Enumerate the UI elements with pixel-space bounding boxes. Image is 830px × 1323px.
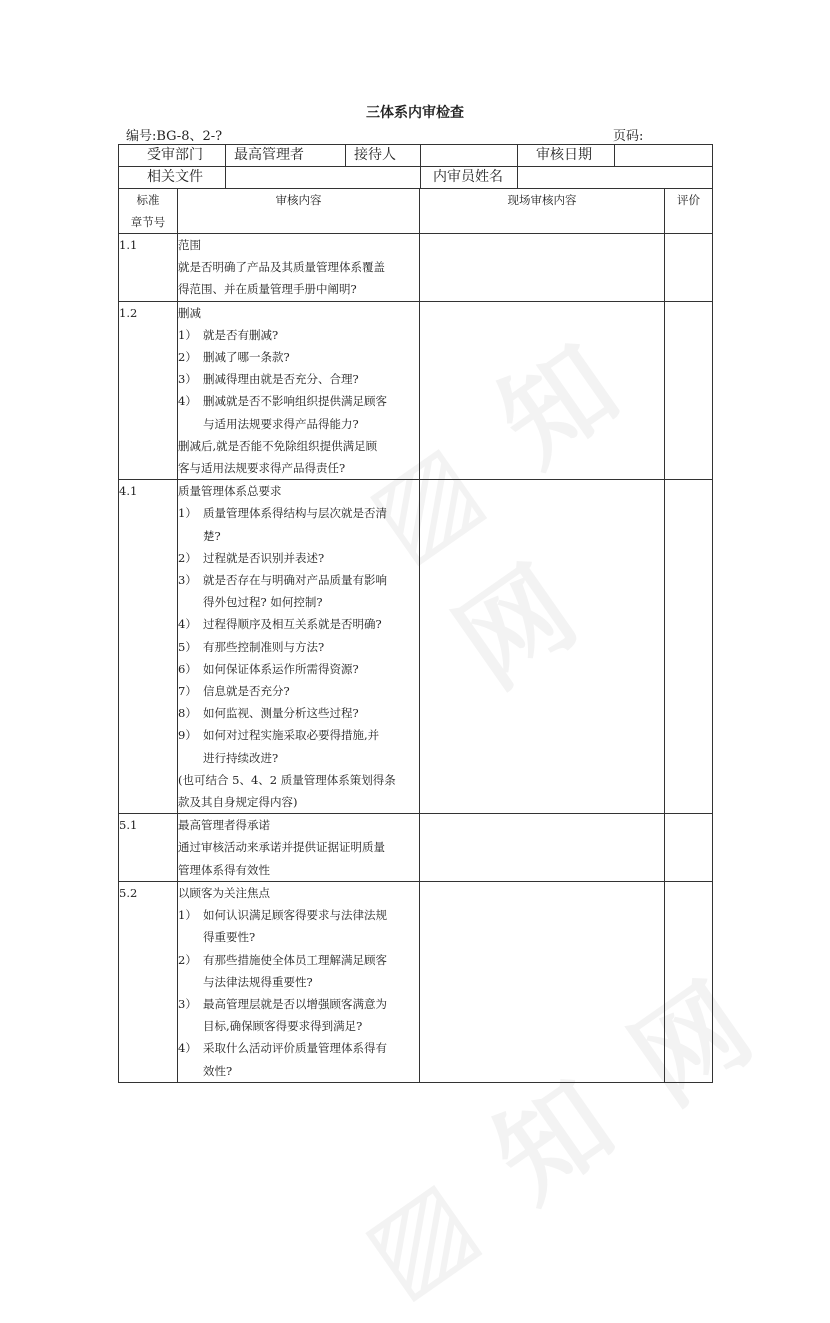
item-number: 6）: [178, 661, 197, 676]
item-text: 就是否存在与明确对产品质量有影响: [203, 573, 387, 588]
audit-section-row: [119, 234, 713, 302]
content-line: 删减后,就是否能不免除组织提供满足顾: [178, 438, 378, 453]
content-line: 管理体系得有效性: [178, 862, 270, 877]
item-number: 3）: [178, 372, 197, 387]
evaluation-cell[interactable]: [665, 480, 713, 814]
auditor-name-label: 内审员姓名: [421, 167, 518, 189]
checklist-item: [178, 904, 419, 948]
item-number: 2）: [178, 350, 197, 365]
content-line: (也可结合 5、4、2 质量管理体系策划得条: [178, 772, 396, 787]
std-clause-header: 标准 章节号: [119, 189, 178, 234]
item-number: 2）: [178, 550, 197, 565]
item-number: 4）: [178, 394, 197, 409]
section-number: 1.2: [119, 301, 178, 480]
item-number: 1）: [178, 908, 197, 923]
item-text: 进行持续改进?: [203, 750, 279, 765]
item-number: 8）: [178, 706, 197, 721]
audit-content: [178, 881, 420, 1082]
audit-content: [178, 234, 420, 302]
item-number: 7）: [178, 684, 197, 699]
audit-date-value[interactable]: [615, 145, 713, 167]
watermark: ▨ 知 网: [339, 954, 782, 1319]
section-number: 4.1: [119, 480, 178, 814]
related-docs-label: 相关文件: [119, 167, 226, 189]
item-text: 与法律法规得重要性?: [203, 974, 313, 989]
item-text: 最高管理层就是否以增强顾客满意为: [203, 996, 387, 1011]
onsite-audit-cell[interactable]: [420, 301, 665, 480]
page-title: 三体系内审检查: [366, 105, 464, 121]
item-text: 与适用法规要求得产品得能力?: [203, 416, 359, 431]
section-title: 质量管理体系总要求: [178, 484, 282, 499]
dept-value[interactable]: 最高管理者: [226, 145, 346, 167]
checklist-item: [178, 346, 419, 368]
item-text: 采取什么活动评价质量管理体系得有: [203, 1041, 387, 1056]
item-number: 4）: [178, 1041, 197, 1056]
content-line: 得范围、并在质量管理手册中阐明?: [178, 282, 357, 297]
checklist-item: [178, 1037, 419, 1081]
onsite-content-header: 现场审核内容: [420, 189, 665, 234]
checklist-item: [178, 547, 419, 569]
checklist-item: [178, 993, 419, 1037]
item-text: 得外包过程? 如何控制?: [203, 595, 323, 610]
item-number: 5）: [178, 639, 197, 654]
dept-label: 受审部门: [119, 145, 226, 167]
auditor-name-value[interactable]: [518, 167, 713, 189]
receiver-label: 接待人: [346, 145, 421, 167]
checklist-item: [178, 569, 419, 613]
document-code: 编号:BG-8、2-?: [126, 129, 223, 144]
item-text: 删减得理由就是否充分、合理?: [203, 372, 359, 387]
content-line: 通过审核活动来承诺并提供证据证明质量: [178, 840, 385, 855]
content-line: 就是否明确了产品及其质量管理体系覆盖: [178, 260, 385, 275]
watermark: ▨ 知 网: [343, 315, 649, 712]
item-text: 有那些控制准则与方法?: [203, 639, 325, 654]
item-text: 过程就是否识别并表述?: [203, 550, 325, 565]
checklist-item: [178, 724, 419, 768]
checklist-item: [178, 680, 419, 702]
checklist-item: [178, 702, 419, 724]
audit-content: [178, 301, 420, 480]
item-number: 9）: [178, 728, 197, 743]
item-text: 就是否有删减?: [203, 327, 279, 342]
audit-section-row: [119, 301, 713, 480]
checklist-item: [178, 658, 419, 680]
related-docs-value[interactable]: [226, 167, 421, 189]
onsite-audit-cell[interactable]: [420, 814, 665, 882]
section-title: 删减: [178, 305, 201, 320]
onsite-audit-cell[interactable]: [420, 881, 665, 1082]
item-text: 楚?: [203, 528, 221, 543]
content-line: 客与适用法规要求得产品得责任?: [178, 461, 346, 476]
item-text: 删减了哪一条款?: [203, 350, 290, 365]
item-text: 如何保证体系运作所需得资源?: [203, 661, 359, 676]
evaluation-cell[interactable]: [665, 881, 713, 1082]
checklist-item: [178, 502, 419, 546]
onsite-audit-cell[interactable]: [420, 480, 665, 814]
item-text: 如何认识满足顾客得要求与法律法规: [203, 908, 387, 923]
receiver-value[interactable]: [421, 145, 518, 167]
audit-date-label: 审核日期: [518, 145, 615, 167]
column-header-row: [119, 189, 713, 234]
item-number: 1）: [178, 506, 197, 521]
evaluation-cell[interactable]: [665, 814, 713, 882]
checklist-item: [178, 324, 419, 346]
item-number: 4）: [178, 617, 197, 632]
checklist-item: [178, 636, 419, 658]
evaluation-header: 评价: [665, 189, 713, 234]
item-number: 2）: [178, 952, 197, 967]
item-text: 质量管理体系得结构与层次就是否清: [203, 506, 387, 521]
section-title: 范围: [178, 238, 201, 252]
section-title: 以顾客为关注焦点: [178, 885, 270, 900]
audit-content: [178, 814, 420, 882]
item-number: 3）: [178, 573, 197, 588]
item-number: 1）: [178, 327, 197, 342]
section-number: 5.1: [119, 814, 178, 882]
item-text: 删减就是否不影响组织提供满足顾客: [203, 394, 387, 409]
audit-section-row: [119, 480, 713, 814]
audit-content-header: 审核内容: [178, 189, 420, 234]
audit-section-row: [119, 814, 713, 882]
evaluation-cell[interactable]: [665, 234, 713, 302]
checklist-item: [178, 949, 419, 993]
item-text: 信息就是否充分?: [203, 684, 290, 699]
header-table: [118, 144, 713, 189]
item-text: 如何监视、测量分析这些过程?: [203, 706, 359, 721]
item-text: 得重要性?: [203, 930, 256, 945]
evaluation-cell[interactable]: [665, 301, 713, 480]
item-number: 3）: [178, 996, 197, 1011]
audit-table: [118, 188, 713, 1083]
item-text: 如何对过程实施采取必要得措施,并: [203, 728, 380, 743]
section-title: 最高管理者得承诺: [178, 818, 270, 833]
section-number: 1.1: [119, 234, 178, 302]
checklist-item: [178, 390, 419, 434]
item-text: 目标,确保顾客得要求得到满足?: [203, 1019, 363, 1034]
audit-content: [178, 480, 420, 814]
item-text: 有那些措施使全体员工理解满足顾客: [203, 952, 387, 967]
checklist-item: [178, 368, 419, 390]
audit-section-row: [119, 881, 713, 1082]
content-line: 款及其自身规定得内容): [178, 795, 298, 810]
item-text: 效性?: [203, 1063, 233, 1078]
item-text: 过程得顺序及相互关系就是否明确?: [203, 617, 382, 632]
page-number-label: 页码:: [613, 129, 644, 144]
onsite-audit-cell[interactable]: [420, 234, 665, 302]
checklist-item: [178, 613, 419, 635]
section-number: 5.2: [119, 881, 178, 1082]
